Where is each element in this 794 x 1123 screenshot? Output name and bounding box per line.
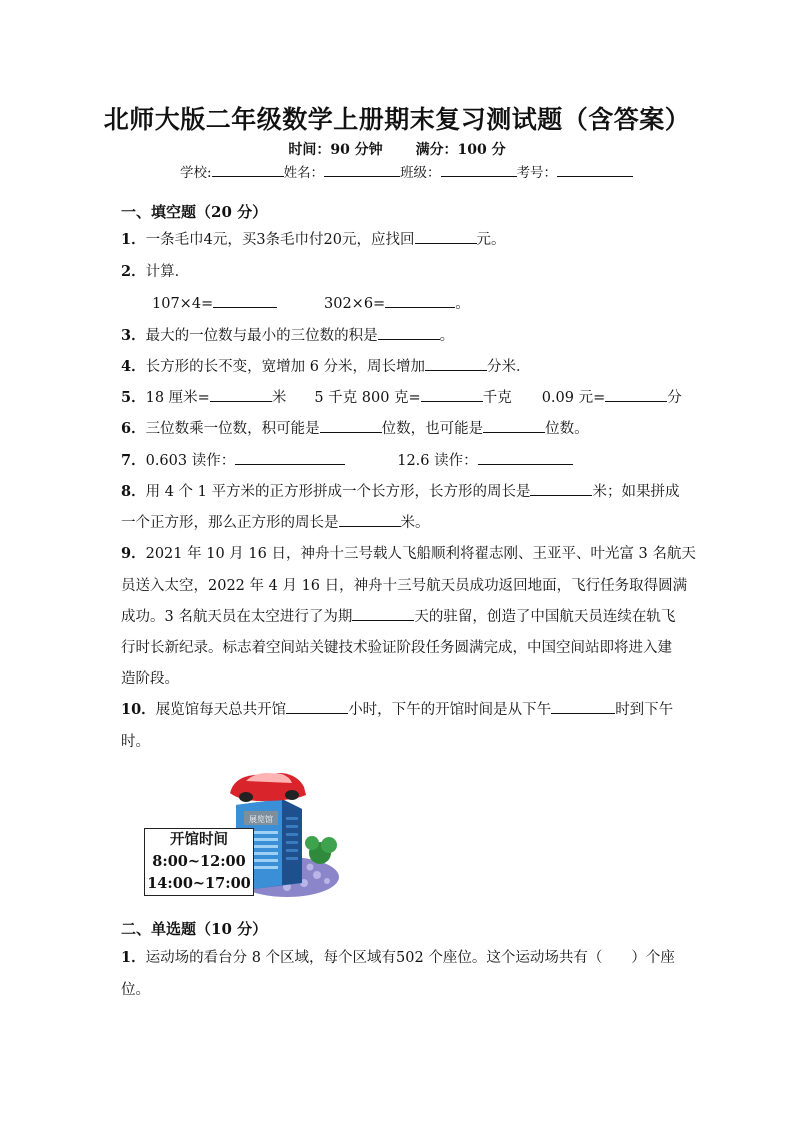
question-part-c: 0.09 元= (541, 390, 606, 406)
answer-blank[interactable] (551, 698, 615, 714)
question-number: 1． (121, 949, 146, 966)
question-1-10-line-2: 时。 (121, 734, 150, 750)
question-text: 成功。3 名航天员在太空进行了为期 (121, 609, 353, 625)
question-1-5 (121, 386, 682, 407)
unit-c: 分 (667, 390, 682, 406)
question-text-end: 位数。 (545, 421, 589, 437)
question-number: 6． (121, 420, 146, 437)
answer-blank[interactable] (530, 480, 592, 496)
question-2-1-line-1 (121, 946, 675, 967)
answer-blank[interactable] (352, 605, 414, 621)
page-title: 北师大版二年级数学上册期末复习测试题（含答案） (103, 105, 691, 134)
name-blank[interactable] (324, 162, 400, 177)
question-number: 3． (121, 327, 146, 344)
question-text-end: 。 (439, 328, 455, 344)
answer-blank[interactable] (210, 386, 272, 402)
section-heading-fill-blank: 一、填空题（20 分） (121, 203, 268, 221)
question-1-2-expr-1 (152, 292, 277, 312)
question-number: 8． (121, 483, 146, 500)
question-text: 一条毛巾4元，买3条毛巾付20元，应找回 (145, 232, 415, 248)
answer-blank[interactable] (483, 417, 545, 433)
question-1-8-line-1 (121, 480, 679, 501)
class-blank[interactable] (441, 162, 517, 177)
question-part-b: 12.6 读作： (397, 453, 478, 469)
question-text: 展览馆每天总共开馆 (155, 702, 287, 718)
answer-blank[interactable] (478, 449, 573, 465)
morning-hours: 8:00~12:00 (152, 853, 246, 870)
question-1-4 (121, 355, 531, 376)
expression: 302×6= (324, 296, 386, 312)
name-label: 姓名： (283, 165, 325, 181)
question-text: 三位数乘一位数，积可能是 (145, 421, 320, 437)
answer-blank[interactable] (415, 228, 477, 244)
car-icon (230, 773, 306, 802)
answer-blank[interactable] (213, 292, 277, 308)
question-part-a: 18 厘米= (145, 390, 210, 406)
school-label: 学校: (180, 165, 212, 181)
class-label: 班级： (400, 165, 441, 181)
exam-no-label: 考号： (516, 165, 558, 181)
exam-score: 满分：100 分 (415, 142, 506, 158)
answer-blank[interactable] (378, 324, 440, 340)
answer-blank[interactable] (286, 698, 348, 714)
answer-blank[interactable] (339, 511, 401, 527)
question-text: 最大的一位数与最小的三位数的积是 (145, 328, 378, 344)
opening-hours-box (144, 828, 254, 896)
question-number: 5． (121, 389, 146, 406)
question-text-end: 米。 (400, 515, 430, 531)
question-1-9-line-4: 行时长新纪录。标志着空间站关键技术验证阶段任务圆满完成，中国空间站即将进入建 (121, 640, 672, 656)
exam-time: 时间：90 分钟 (288, 142, 383, 158)
question-text: 长方形的长不变，宽增加 6 分米，周长增加 (145, 359, 426, 375)
question-text-cont: 米；如果拼成 (592, 484, 680, 500)
question-1-3 (121, 324, 454, 345)
question-text: 一个正方形，那么正方形的周长是 (121, 515, 339, 531)
question-number: 10． (121, 701, 156, 718)
question-text: 2021 年 10 月 16 日，神舟十三号载人飞船顺利将翟志刚、王亚平、叶光富 3 名航天 (145, 546, 696, 562)
answer-blank[interactable] (385, 292, 455, 308)
question-1-2-expr-2 (324, 292, 470, 313)
afternoon-hours: 14:00~17:00 (147, 875, 251, 892)
section-heading-single-choice: 二、单选题（10 分） (121, 920, 268, 938)
question-1-9-line-3 (121, 605, 675, 626)
question-text-cont: 时到下午 (615, 702, 674, 718)
question-text-mid: 小时，下午的开馆时间是从下午 (348, 702, 552, 718)
question-1-9-line-5: 造阶段。 (121, 671, 179, 687)
unit-b: 千克 (482, 390, 512, 406)
school-blank[interactable] (212, 162, 284, 177)
question-1-10-line-1 (121, 698, 673, 719)
question-part-a: 0.603 读作： (145, 453, 236, 469)
question-2-1-line-2: 位。 (121, 982, 150, 998)
question-text-mid: 位数，也可能是 (381, 421, 484, 437)
question-text: 用 4 个 1 平方米的正方形拼成一个长方形，长方形的周长是 (145, 484, 531, 500)
question-part-b: 5 千克 800 克= (314, 390, 421, 406)
opening-hours-title: 开馆时间 (170, 831, 228, 848)
answer-blank[interactable] (425, 355, 487, 371)
question-1-6 (121, 417, 589, 438)
question-1-8-line-2 (121, 511, 430, 532)
question-number: 4． (121, 358, 146, 375)
question-number: 1． (121, 231, 146, 248)
question-1-1 (121, 228, 506, 249)
question-text-cont: 天的驻留，创造了中国航天员连续在轨飞 (414, 609, 676, 625)
question-text-end: 元。 (476, 232, 506, 248)
question-number: 2． (121, 263, 146, 280)
exam-no-blank[interactable] (557, 162, 633, 177)
question-1-7 (121, 449, 573, 470)
question-1-2 (121, 260, 189, 281)
building-sign-text: 展览馆 (249, 815, 273, 824)
answer-blank[interactable] (320, 417, 382, 433)
exam-meta (0, 139, 794, 159)
question-text-end: 分米． (487, 359, 531, 375)
question-text: 运动场的看台分 8 个区域，每个区域有502 个座位。这个运动场共有（ ）个座 (145, 950, 675, 966)
answer-blank[interactable] (605, 386, 667, 402)
question-1-9-line-2: 员送入太空，2022 年 4 月 16 日，神舟十三号航天员成功返回地面，飞行任务取得圆满 (121, 578, 688, 594)
question-number: 9． (121, 545, 146, 562)
expression-end: 。 (455, 296, 470, 312)
unit-a: 米 (271, 390, 287, 406)
question-text: 计算． (145, 264, 190, 280)
question-1-9-line-1 (121, 542, 696, 563)
answer-blank[interactable] (421, 386, 483, 402)
question-number: 7． (121, 452, 146, 469)
answer-blank[interactable] (235, 449, 345, 465)
expression: 107×4= (152, 296, 214, 312)
student-info-line (180, 161, 633, 181)
